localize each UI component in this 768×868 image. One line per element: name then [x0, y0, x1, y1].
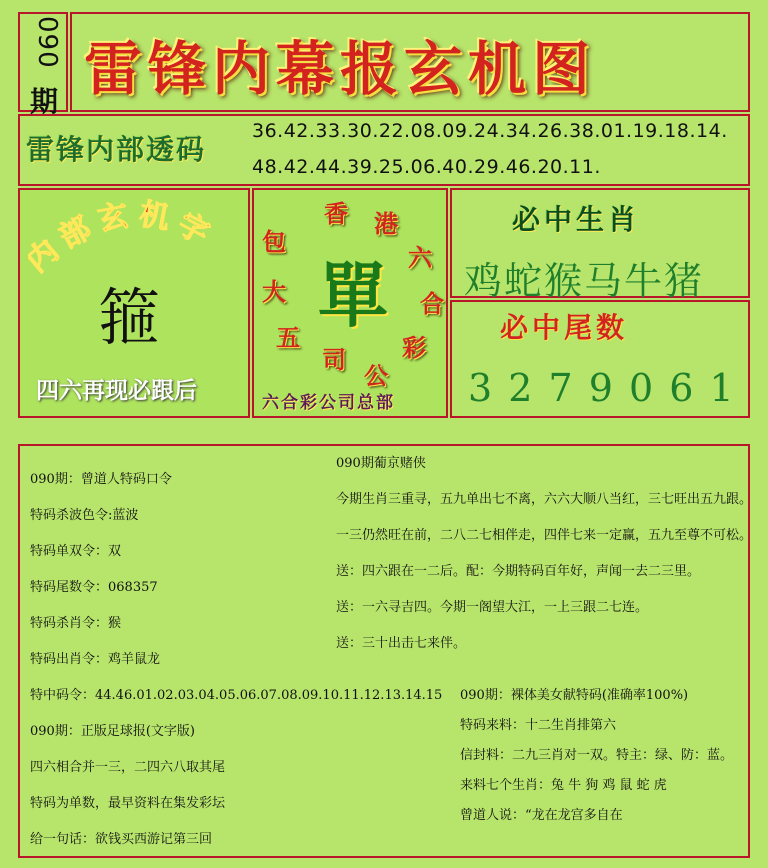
info-bottom-left-1: 特中码令：44.46.01.02.03.04.05.06.07.08.09.10.11.12.13.14.15: [30, 688, 443, 703]
issue-box: [18, 12, 68, 118]
issue-number: 090: [32, 16, 62, 69]
hint-arc-label: 部玄机字: [53, 196, 222, 256]
info-bottom-left-4: 特码为单数，最早资料在集发彩坛: [30, 796, 226, 811]
info-bottom-right-4: 来料七个生肖：兔 牛 狗 鸡 鼠 蛇 虎: [460, 778, 667, 793]
info-left-4: 特码尾数令：068357: [30, 580, 158, 595]
info-bottom-left-5: 给一句话：欲钱买西游记第三回: [30, 832, 213, 847]
ring-char-1: 包: [262, 227, 286, 256]
ring-char-10: 大: [262, 277, 286, 306]
center-footer: 六合彩公司总部: [262, 393, 395, 413]
center-character: 單: [318, 254, 388, 337]
ring-char-5: 合: [420, 289, 444, 318]
hint-subtitle: 四六再现必跟后: [36, 377, 197, 404]
issue-label: 期: [30, 85, 59, 118]
info-right-2: 今期生肖三重寻，五九单出七不离，六六大顺八当红，三七旺出五九跟。: [336, 492, 753, 507]
info-bottom-right-1: 090期：裸体美女献特码(准确率100%): [460, 688, 689, 703]
ring-char-2: 香: [324, 199, 348, 228]
ring-char-4: 六: [408, 243, 432, 272]
zodiac-animals: 鸡蛇猴马牛猪: [464, 259, 705, 303]
info-left-5: 特码杀肖令：猴: [30, 616, 122, 631]
info-right-5: 送：一六寻吉四。今期一阁望大江，一上三跟二七连。: [336, 600, 649, 615]
info-left-6: 特码出肖令：鸡羊鼠龙: [30, 652, 161, 667]
info-left-1: 090期：曾道人特码口令: [30, 472, 172, 487]
ring-char-9: 五: [276, 323, 300, 352]
tail-digits: 3 2 7 9 0 6 1: [468, 366, 736, 410]
info-bottom-left-3: 四六相合并一三，二四六八取其尾: [30, 760, 226, 775]
info-bottom-right-2: 特码来料：十二生肖排第六: [460, 718, 617, 733]
info-left-2: 特码杀波色令:蓝波: [30, 508, 139, 523]
ring-char-3: 港: [374, 209, 398, 238]
info-right-4: 送：四六跟在一二后。配：今期特码百年好，声闻一去二三里。: [336, 564, 701, 579]
info-right-1: 090期葡京赌侠: [336, 456, 426, 471]
info-bottom-right-3: 信封料：二九三肖对一双。特主：绿、防：蓝。: [460, 748, 734, 763]
tail-label: 必中尾数: [500, 311, 629, 344]
codes-label: 雷锋内部透码: [26, 133, 207, 166]
hint-character: 箍: [98, 281, 161, 354]
ring-char-7: 公: [364, 361, 388, 390]
info-bottom-left-2: 090期：正版足球报(文字版): [30, 724, 195, 739]
ring-char-6: 彩: [402, 333, 426, 362]
info-right-3: 一三仍然旺在前，二八二七相伴走，四伴七来一定赢，五九至尊不可松。: [336, 528, 753, 543]
codes-line-1: 36.42.33.30.22.08.09.24.34.26.38.01.19.18.14.: [252, 120, 728, 142]
zodiac-label: 必中生肖: [512, 203, 641, 236]
ring-char-8: 司: [322, 345, 346, 374]
info-right-6: 送：三十出击七来伴。: [336, 636, 467, 651]
page-title: 雷锋内幕报玄机图: [84, 35, 597, 103]
codes-line-2: 48.42.44.39.25.06.40.29.46.20.11.: [252, 156, 601, 178]
info-bottom-right-5: 曾道人说：“龙在龙宫多自在: [460, 808, 623, 823]
info-left-3: 特码单双令：双: [30, 544, 122, 559]
